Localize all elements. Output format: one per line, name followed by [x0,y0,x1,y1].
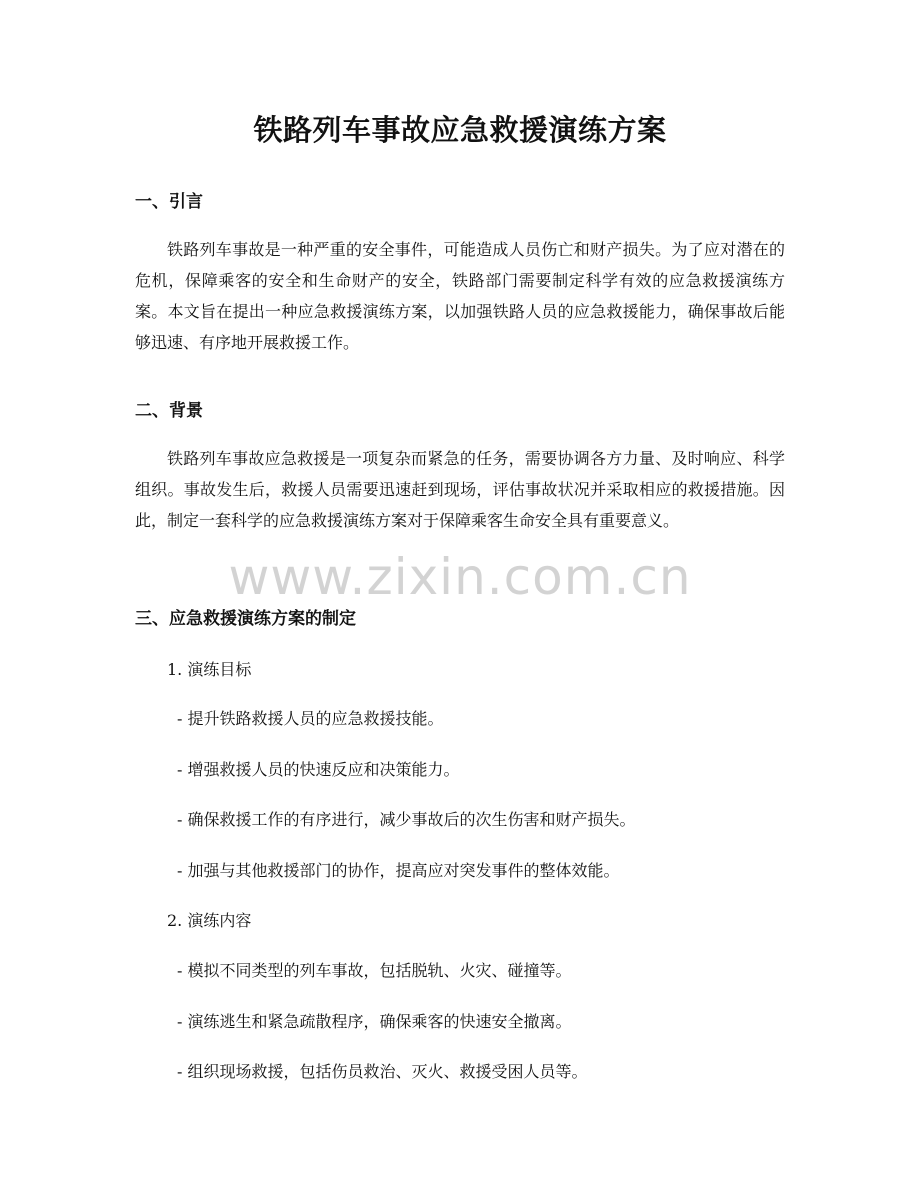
list-item: - 确保救援工作的有序进行，减少事故后的次生伤害和财产损失。 [177,810,636,829]
watermark: www.zixin.com.cn [228,548,692,606]
subsection-label-goals: 1. 演练目标 [167,660,252,679]
list-item: - 演练逃生和紧急疏散程序，确保乘客的快速安全撤离。 [177,1012,572,1031]
document-title: 铁路列车事故应急救援演练方案 [253,113,667,147]
list-item: - 增强救援人员的快速反应和决策能力。 [177,760,460,779]
section-heading-background: 二、背景 [135,401,203,421]
list-item: - 加强与其他救援部门的协作，提高应对突发事件的整体效能。 [177,861,620,880]
section-heading-introduction: 一、引言 [135,192,203,212]
list-item: - 提升铁路救援人员的应急救援技能。 [177,709,444,728]
section-heading-plan: 三、应急救援演练方案的制定 [135,609,356,629]
list-item: - 模拟不同类型的列车事故，包括脱轨、火灾、碰撞等。 [177,961,572,980]
background-paragraph: 铁路列车事故应急救援是一项复杂而紧急的任务，需要协调各方力量、及时响应、科学组织。事故发生后，救援人员需要迅速赶到现场，评估事故状况并采取相应的救援措施。因此，制定一套科学的应急救援演练方案对于保障乘客生命安全具有重要意义。 [135,449,785,530]
list-item: - 组织现场救援，包括伤员救治、灭火、救援受困人员等。 [177,1062,588,1081]
subsection-label-content: 2. 演练内容 [167,911,252,930]
introduction-paragraph: 铁路列车事故是一种严重的安全事件，可能造成人员伤亡和财产损失。为了应对潜在的危机，保障乘客的安全和生命财产的安全，铁路部门需要制定科学有效的应急救援演练方案。本文旨在提出一种应急救援演练方案，以加强铁路人员的应急救援能力，确保事故后能够迅速、有序地开展救援工作。 [135,240,785,352]
